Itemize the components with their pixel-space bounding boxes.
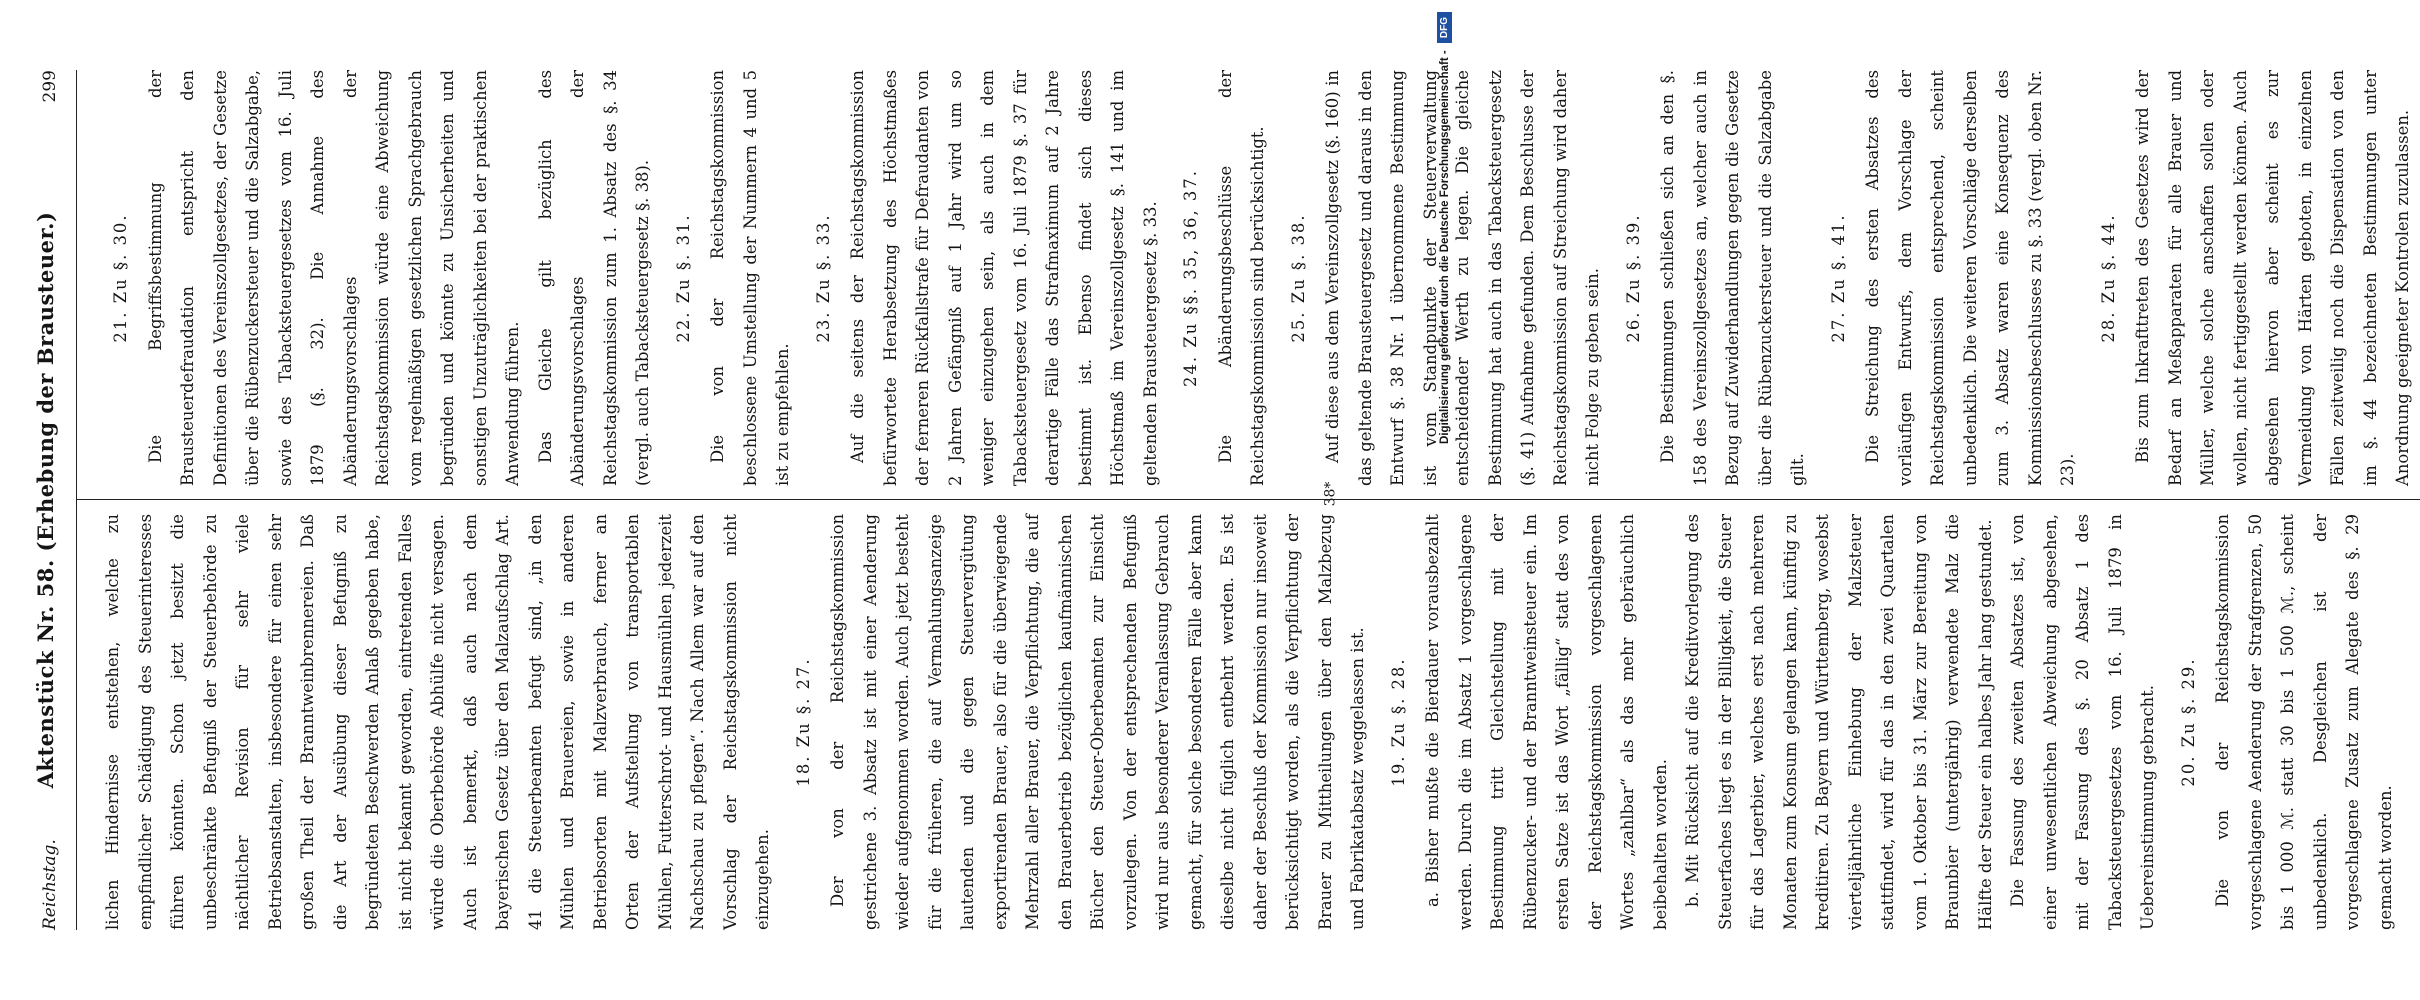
paragraph: Die Abänderungsbeschlüsse der Reichstagskommission sind berücksichtigt. [1215,70,1267,486]
paragraph: a. Bisher mußte die Bierdauer vorausbezahlt werden. Durch die im Absatz 1 vorgeschlagene Bestimmung tritt Gleichstellung mit der Rübenzucker- und der Branntweinsteuer ein. Im ersten Satze ist das Wort „fällig“ statt des von der Reichstagskommission vorgeschlagenen Wortes „zahlbar“ als das mehr gebräuchlich beibehalten worden. [1423,514,1670,930]
digitization-note: Digitalisierung gefördert durch die Deutsche Forschungsgemeinschaft - [1439,50,1451,444]
digitization-credit [1432,0,1458,1000]
section-heading: 23. Zu §. 33. [813,213,833,343]
running-header [30,70,77,930]
section-heading: 25. Zu §. 38. [1288,213,1308,343]
signature-mark: 38* [1322,481,1339,507]
header-title: Aktenstück Nr. 58. (Erhebung der Brausteuer.) [33,211,58,789]
section-heading: 24. Zu §§. 35, 36, 37. [1181,169,1200,387]
text-columns [97,70,2420,930]
dfg-logo-icon: DFG [1437,12,1452,43]
section-heading: 27. Zu §. 41. [1828,213,1848,343]
paragraph: Der von der Reichstagskommission gestrichene 3. Absatz ist mit einer Aenderung wieder aufgenommen worden. Auch jetzt besteht für die früheren, die auf Vermahlungsanzeige lautenden und die gegen Steuervergütung exportirenden Brauer, also für die überwiegende Mehrzahl aller Brauer, die Verpflichtung, die auf den Brauerbetrieb bezüglichen kaufmännischen Bücher den Steuer-Oberbeamten zur Einsicht vorzulegen. Von der entsprechenden Befugniß wird nur aus besonderer Veranlassung Gebrauch gemacht, für solche besonderen Fälle aber kann dieselbe nicht füglich entbehrt werden. Es ist daher der Beschluß der Kommission nur insoweit berücksichtigt worden, als die Verpflichtung der Brauer zu Mittheilungen über den Malzbezug und Fabrikatabsatz weggelassen ist. [828,514,1367,930]
header-left: Reichstag. [40,839,60,930]
right-column [97,70,2420,486]
column-divider [77,499,2420,500]
paragraph: Auf diese aus dem Vereinszollgesetz (§. 160) in das geltende Brausteuergesetz und daraus in den Entwurf §. 38 Nr. 1 übernommene Bestimmung ist vom Standpunkte der Steuerverwaltung entscheidender Werth zu legen. Die gleiche Bestimmung hat auch in das Tabacksteuergesetz (§. 41) Aufnahme gefunden. Dem Beschlusse der Reichstagskommission auf Streichung wird daher nicht Folge zu geben sein. [1323,70,1602,486]
paragraph: Bis zum Inkrafttreten des Gesetzes wird der Bedarf an Meßapparaten für alle Brauer und Müller, welche solche anschaffen sollen oder wollen, nicht fertiggestellt werden können. Auch abgesehen hiervon aber scheint es zur Vermeidung von Härten geboten, in einzelnen Fällen zeitweilig noch die Dispensation von den im §. 44 bezeichneten Bestimmungen unter Anordnung geeigneter Kontrolen zuzulassen. [2133,70,2412,486]
paragraph: Die von der Reichstagskommission beschlossene Umstellung der Nummern 4 und 5 ist zu empfehlen. [708,70,792,486]
paragraph: Die Begriffsbestimmung der Brausteuerdefraudation entspricht den Definitionen des Vereinszollgesetzes, der Gesetze über die Rübenzuckersteuer und die Salzabgabe, sowie des Tabacksteuergesetzes vom 16. Juli 1879 (§. 32). Die Annahme des Abänderungsvorschlages der Reichstagskommission würde eine Abweichung vom regelmäßigen gesetzlichen Sprachgebrauch begründen und könnte zu Unsicherheiten und sonstigen Unzuträglichkeiten bei der praktischen Anwendung führen. [145,70,522,486]
paragraph: Die Fassung des zweiten Absatzes ist, von einer unwesentlichen Abweichung abgesehen, mit der Fassung des §. 20 Absatz 1 des Tabacksteuergesetzes vom 16. Juli 1879 in Uebereinstimmung gebracht. [2008,514,2157,930]
paragraph: Die Streichung des ersten Absatzes des vorläufigen Entwurfs, dem Vorschlage der Reichstagskommission entsprechend, scheint unbedenklich. Die weiteren Vorschläge derselben zum 3. Absatz waren eine Konsequenz des Kommissionsbeschlusses zu §. 33 (vergl. oben Nr. 23). [1863,70,2077,486]
section-heading: 20. Zu §. 29. [2178,657,2198,787]
paragraph: lichen Hindernisse entstehen, welche zu empfindlicher Schädigung des Steuerinteresses führen könnten. Schon jetzt besitzt die unbeschränkte Befugniß der Steuerbehörde zu nächtlicher Revision für sehr viele Betriebsanstalten, insbesondere für einen sehr großen Theil der Branntweinbrennereien. Daß die Art der Ausübung dieser Befugniß zu begründeten Beschwerden Anlaß gegeben habe, ist nicht bekannt geworden, eintretenden Falles würde die Oberbehörde Abhülfe nicht versagen. Auch ist bemerkt, daß auch nach dem bayerischen Gesetz über den Malzaufschlag Art. 41 die Steuerbeamten befugt sind, „in den Mühlen und Brauereien, sowie in anderen Betriebsorten mit Malzverbrauch, ferner an Orten der Aufstellung von transportablen Mühlen, Futterschrot- und Hausmühlen jederzeit Nachschau zu pflegen“. Nach Allem war auf den Vorschlag der Reichstagskommission nicht einzugehen. [103,514,772,930]
paragraph: Die Bestimmungen schließen sich an den §. 158 des Vereinszollgesetzes an, welcher auch in Bezug auf Zuwiderhandlungen gegen die Gesetze über die Rübenzuckersteuer und die Salzabgabe gilt. [1658,70,1807,486]
left-column [97,514,2420,930]
section-heading: 28. Zu §. 44. [2098,213,2118,343]
section-heading: 19. Zu §. 28. [1388,657,1408,787]
digitization-bar [1406,0,1432,1000]
page-number: 299 [40,70,60,103]
paragraph: Auf die seitens der Reichstagskommission befürwortete Herabsetzung des Höchstmaßes der ferneren Rückfallstrafe für Defraudanten von 2 Jahren Gefängniß auf 1 Jahr wird um so weniger einzugehen sein, als auch in dem Tabacksteuergesetz vom 16. Juli 1879 §. 37 für derartige Fälle das Strafmaximum auf 2 Jahre bestimmt ist. Ebenso findet sich dieses Höchstmaß im Vereinszollgesetz §. 141 und im geltenden Brausteuergesetz §. 33. [848,70,1160,486]
paragraph: Die von der Reichstagskommission vorgeschlagene Aenderung der Strafgrenzen, 50 bis 1 000 ℳ. statt 30 bis 1 500 ℳ., scheint unbedenklich. Desgleichen ist der vorgeschlagene Zusatz zum Alegate des §. 29 gemacht worden. [2213,514,2395,930]
paragraph: b. Mit Rücksicht auf die Kreditvorlegung des Steuerfaches liegt es in der Billigkeit, die Steuer für das Lagerbier, welches erst nach mehreren Monaten zum Konsum gelangen kann, künftig zu kreditiren. Zu Bayern und Württemberg, wosebst vierteljährliche Einhebung der Malzsteuer stattfindet, wird für das in den zwei Quartalen vom 1. Oktober bis 31. März zur Bereitung von Braunbier (untergährig) verwendete Malz die Hälfte der Steuer ein halbes Jahr lang gestundet. [1683,514,1995,930]
section-heading: 21. Zu §. 30. [111,213,130,343]
paragraph: Das Gleiche gilt bezüglich des Abänderungsvorschlages der Reichstagskommission zum 1. Absatz des §. 34 (vergl. auch Tabacksteuergesetz §. 38). [535,70,652,486]
section-heading: 26. Zu §. 39. [1623,213,1643,343]
section-heading: 22. Zu §. 31. [673,213,693,343]
section-heading: 18. Zu §. 27. [793,657,813,787]
